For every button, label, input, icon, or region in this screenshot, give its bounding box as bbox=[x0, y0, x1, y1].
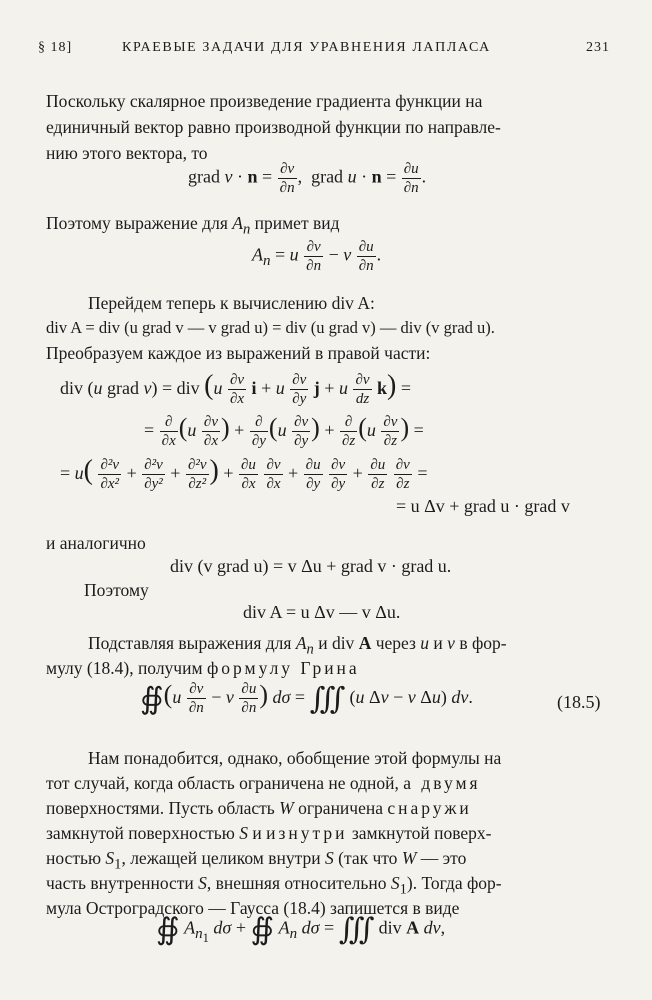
text-line: мулу (18.4), получим формулу Грина bbox=[46, 658, 360, 678]
text-line: Нам понадобится, однако, обобщение этой формулы на bbox=[88, 748, 502, 768]
equation-div-vgradu: div (v grad u) = v Δu + grad v · grad u. bbox=[170, 556, 452, 576]
equation-green: ∯(u $\frac{\partial v}{\partial n}$ − v $\frac{\partial u}{\partial n}$ ) dσ = ∭ (u Δv − v Δu) dv. bbox=[140, 680, 473, 717]
text-line: и аналогично bbox=[46, 533, 146, 553]
text-line: Преобразуем каждое из выражений в правой части: bbox=[46, 343, 431, 363]
equation-div-ugradv-3: = u( $\frac{\text{∂²v}}{\text{∂x²}}$ + $\frac{\text{∂²v}}{\text{∂y²}}$ + $\frac{\text{∂²v}}{\text{∂z²}}$ ) + $\frac{\partial u}{\partial x}$ $\frac{\partial v}{\partial x}$ + $\frac{\partial u}{\partial y}$ $\frac{\partial v}{\partial y}$ + $\frac{\partial u}{\partial z}$ $\frac{\partial v}{\partial z}$ = bbox=[60, 455, 428, 493]
page-number: 231 bbox=[586, 40, 610, 55]
equation-div-ugradv-result: = u Δv + grad u · grad v bbox=[396, 496, 570, 516]
equation-An: $A_n = u$ $\frac{\partial v}{\partial n}$ − v $\frac{\partial u}{\partial n}$ . bbox=[252, 239, 382, 274]
text-line: мула Остроградского — Гаусса (18.4) запишется в виде bbox=[46, 898, 460, 918]
equation-divA-final: div A = u Δv — v Δu. bbox=[243, 602, 401, 622]
text-line: ностью $S_1$, лежащей целиком внутри S (так что W — это bbox=[46, 848, 467, 873]
text-line: Поэтому bbox=[84, 580, 149, 600]
text-line: часть внутренности S, внешняя относительно $S_1$). Тогда фор- bbox=[46, 873, 502, 898]
equation-grad: grad v · n = $\frac{\partial v}{\partial n}$ , grad u · n = $\frac{\partial u}{\partial n}$ . bbox=[188, 161, 427, 196]
equation-div-ugradv-1: div (u grad v) = div (u $\frac{\partial v}{\partial x}$ i + u $\frac{\partial v}{\partial y}$ j + u $\frac{\partial v}{dz}$ k) = bbox=[60, 370, 412, 408]
section-number: § 18] bbox=[38, 40, 73, 55]
text-line: тот случай, когда область ограничена не одной, а двумя bbox=[46, 773, 481, 793]
text-line: поверхностями. Пусть область W ограничена снаружи bbox=[46, 798, 472, 818]
text-line: нию этого вектора, то bbox=[46, 143, 208, 163]
equation-number: (18.5) bbox=[557, 692, 601, 712]
equation-divA: div A = div (u grad v — v grad u) = div (u grad v) — div (v grad u). bbox=[46, 318, 495, 337]
text-line: Перейдем теперь к вычислению div A: bbox=[88, 293, 375, 313]
text-line: Поэтому выражение для $A_n$ примет вид bbox=[46, 213, 340, 238]
text-line: Поскольку скалярное произведение градиента функции на bbox=[46, 91, 483, 111]
text-line: замкнутой поверхностью S и изнутри замкнутой поверх- bbox=[46, 823, 492, 843]
equation-gauss: ∯ $A_{n_1}$ dσ + ∯ $A_n$ dσ = ∭ div A dv, bbox=[156, 913, 446, 946]
chapter-title: КРАЕВЫЕ ЗАДАЧИ ДЛЯ УРАВНЕНИЯ ЛАПЛАСА bbox=[122, 40, 491, 55]
fraction-du-dn: $\frac{\partial u}{\partial n}$ bbox=[403, 161, 419, 196]
text-line: Подставляя выражения для $A_n$ и div A через u и v в фор- bbox=[88, 633, 507, 658]
fraction-dv-dn: $\frac{\partial v}{\partial n}$ bbox=[279, 161, 295, 196]
equation-div-ugradv-2: = $\frac{\partial}{\partial x}$ (u $\frac{\partial v}{\partial x}$ ) + $\frac{\partial}{\partial y}$ (u $\frac{\partial v}{\partial y}$ ) + $\frac{\partial}{\partial z}$ (u $\frac{\partial v}{\partial z}$ ) = bbox=[144, 413, 424, 450]
text-line: единичный вектор равно производной функции по направле- bbox=[46, 117, 501, 137]
